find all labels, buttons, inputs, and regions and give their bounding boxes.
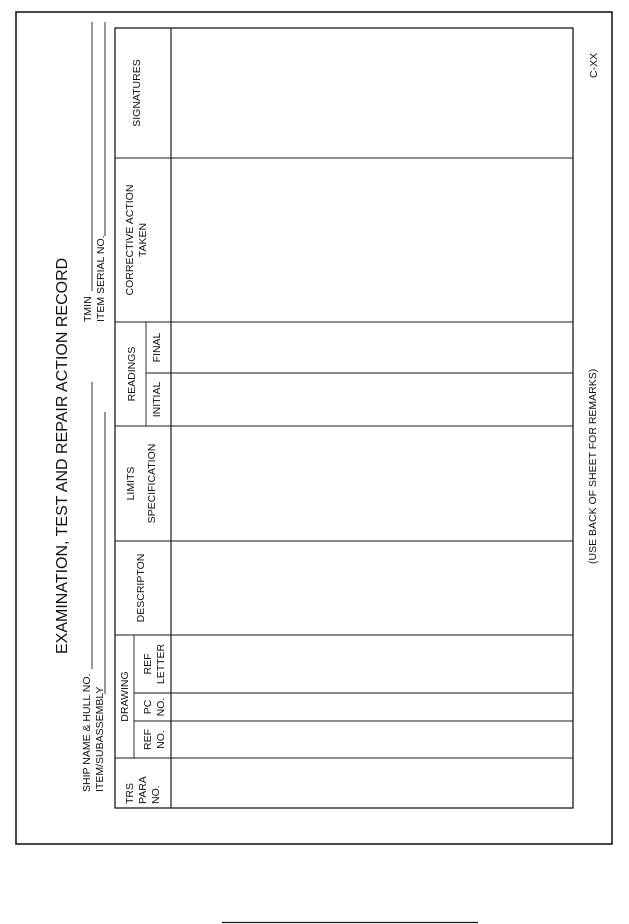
specification-header: SPECIFICATION [146, 443, 158, 524]
pc-no-header-1: PC [142, 699, 154, 715]
trs-header-3: NO. [150, 785, 162, 804]
ref-letter-header-1: REF [142, 653, 154, 675]
ref-letter-header-2: LETTER [155, 643, 167, 685]
trs-header-1: TRS [124, 783, 136, 804]
initial-header: INITIAL [151, 381, 163, 418]
form-code: C-XX [588, 52, 600, 78]
trs-header-2: PARA [137, 776, 149, 804]
tmin-label: TMIN [82, 296, 94, 322]
final-header: FINAL [151, 332, 163, 363]
item-serial-label: ITEM SERIAL NO. [95, 235, 107, 322]
ref-no-header-2: NO. [155, 730, 167, 749]
signatures-header: SIGNATURES [131, 59, 143, 127]
corrective-action-header-2: TAKEN [137, 222, 149, 258]
form-title: EXAMINATION, TEST AND REPAIR ACTION RECORD [54, 257, 71, 654]
rotated-form [54, 22, 600, 808]
ref-no-header-1: REF [142, 729, 154, 750]
record-table [115, 28, 573, 808]
readings-header: READINGS [126, 346, 138, 402]
description-header: DESCRIPTON [135, 553, 147, 623]
item-subassembly-label: ITEM/SUBASSEMBLY [94, 686, 106, 792]
remarks-note: (USE BACK OF SHEET FOR REMARKS) [587, 368, 599, 564]
drawing-header: DRAWING [119, 671, 131, 722]
ship-name-label: SHIP NAME & HULL NO. [81, 673, 93, 792]
limits-header: LIMITS [125, 466, 137, 501]
corrective-action-header-1: CORRECTIVE ACTION [124, 184, 136, 296]
pc-no-header-2: NO. [155, 697, 167, 717]
